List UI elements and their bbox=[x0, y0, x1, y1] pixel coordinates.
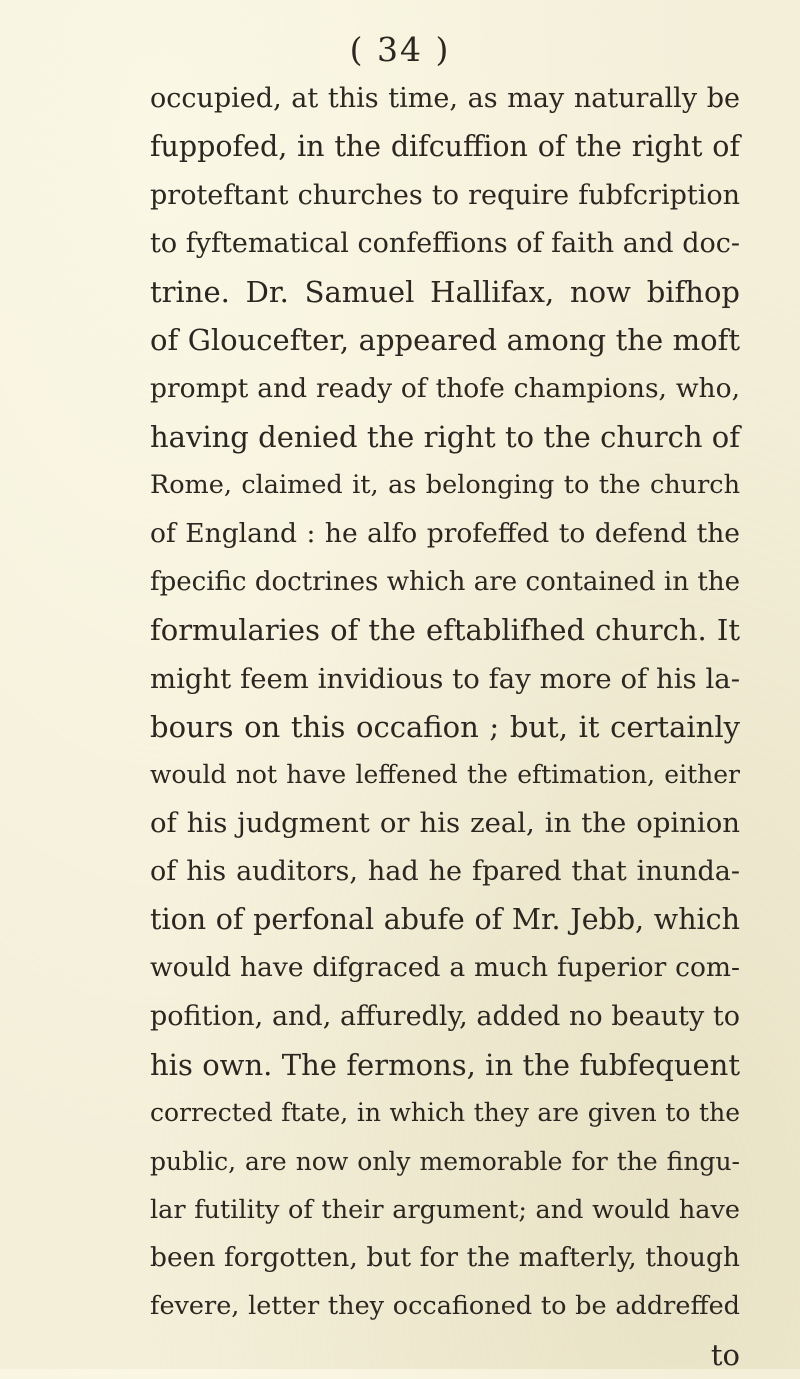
text-line: of England : he alfo profeffed to defend the bbox=[150, 517, 740, 549]
body-text bbox=[150, 75, 740, 1379]
text-line: trine. Dr. Samuel Hallifax, now bifhop bbox=[150, 275, 740, 310]
page-number-header: ( 34 ) bbox=[349, 30, 451, 69]
text-line: prompt and ready of thofe champions, who, bbox=[150, 372, 740, 404]
text-line: formularies of the eftablifhed church. It bbox=[150, 613, 740, 648]
text-line: would not have leffened the eftimation, either bbox=[150, 760, 740, 790]
text-line: proteftant churches to require fubfcription bbox=[150, 179, 740, 211]
text-line: lar futility of their argument; and would have bbox=[150, 1194, 740, 1225]
text-line: his own. The fermons, in the fubfequent bbox=[150, 1047, 740, 1082]
text-line: fuppofed, in the difcuffion of the right of bbox=[150, 130, 740, 164]
text-line: bours on this occafion ; but, it certainly bbox=[150, 709, 740, 744]
text-line: occupied, at this time, as may naturally be bbox=[150, 83, 740, 114]
text-line: of Gloucefter, appeared among the moft bbox=[150, 323, 740, 358]
text-line: having denied the right to the church of bbox=[150, 420, 740, 455]
text-line: fevere, letter they occafioned to be addreffed bbox=[150, 1291, 740, 1322]
text-line: Rome, claimed it, as belonging to the church bbox=[150, 470, 740, 501]
text-line: to fyftematical confeffions of faith and doc- bbox=[150, 227, 740, 259]
text-line: corrected ftate, in which they are given to the bbox=[150, 1098, 740, 1128]
text-line: fpecific doctrines which are contained in the bbox=[150, 566, 740, 597]
text-line: been forgotten, but for the mafterly, though bbox=[150, 1242, 740, 1274]
text-line: public, are now only memorable for the fingu- bbox=[150, 1146, 740, 1176]
text-line: of his auditors, had he fpared that inunda- bbox=[150, 855, 740, 887]
text-line: might feem invidious to fay more of his la- bbox=[150, 662, 740, 695]
text-line: pofition, and, affuredly, added no beauty to bbox=[150, 1000, 740, 1032]
catchword: to bbox=[710, 1337, 740, 1372]
text-line: tion of perfonal abufe of Mr. Jebb, which bbox=[150, 903, 740, 937]
text-line: would have difgraced a much fuperior com- bbox=[150, 952, 740, 984]
text-line: of his judgment or his zeal, in the opinion bbox=[150, 807, 740, 840]
